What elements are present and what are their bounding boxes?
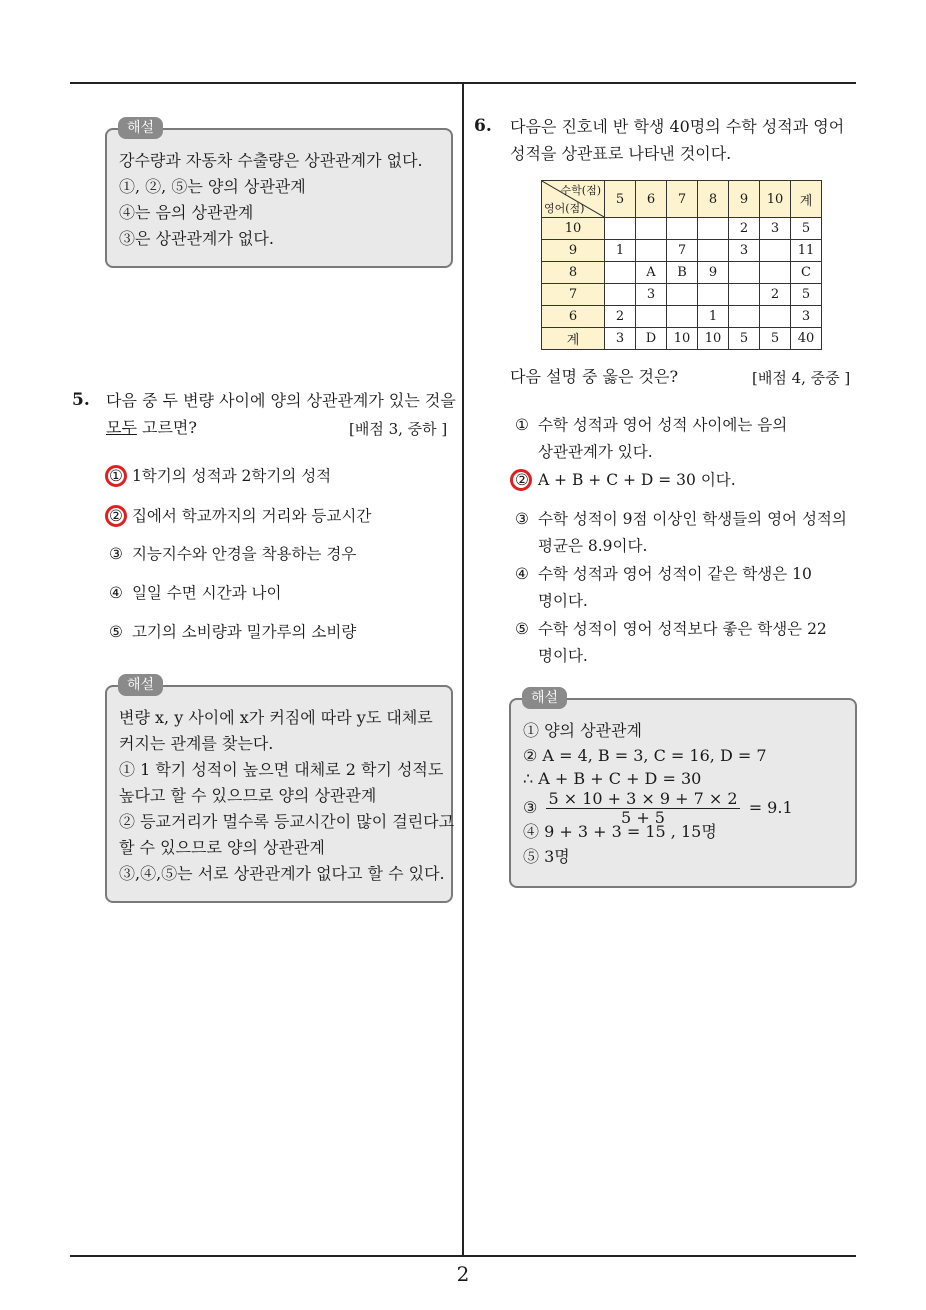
table-cell: 3 <box>636 284 667 306</box>
table-cell: 2 <box>605 306 636 328</box>
corner-bottom-label: 영어(점) <box>544 202 585 215</box>
solution-mark: ③ <box>523 798 538 817</box>
score-label-5: [배점 3, 중하 ] <box>349 420 448 438</box>
table-cell: C <box>791 262 822 284</box>
solution-line: ③은 상관관계가 없다. <box>119 229 274 248</box>
table-cell: 3 <box>605 328 636 350</box>
table-cell <box>636 240 667 262</box>
option-text: 명이다. <box>538 647 588 665</box>
option-text: 고기의 소비량과 밀가루의 소비량 <box>131 623 357 641</box>
option-text: 지능지수와 안경을 착용하는 경우 <box>131 545 357 563</box>
option-4[interactable] <box>105 580 281 607</box>
option-1[interactable] <box>105 463 331 490</box>
solution-line: ④는 음의 상관관계 <box>119 203 254 222</box>
table-cell: 5 <box>729 328 760 350</box>
page-number: 2 <box>456 1262 470 1286</box>
table-cell: 11 <box>791 240 822 262</box>
solution-line: 커지는 관계를 찾는다. <box>119 734 274 753</box>
column-header: 5 <box>605 181 636 218</box>
option-mark: ⑤ <box>515 620 529 638</box>
table-cell <box>605 284 636 306</box>
corner-top-label: 수학(점) <box>560 184 601 197</box>
table-cell: D <box>636 328 667 350</box>
column-header: 8 <box>698 181 729 218</box>
table-cell <box>729 306 760 328</box>
table-cell: 9 <box>698 262 729 284</box>
option-mark: ③ <box>515 510 529 528</box>
column-header: 10 <box>760 181 791 218</box>
solution-line: 강수량과 자동차 수출량은 상관관계가 없다. <box>119 151 423 170</box>
column-header: 9 <box>729 181 760 218</box>
option-1[interactable] <box>511 412 787 466</box>
option-mark: ④ <box>515 565 529 583</box>
fraction-result: = 9.1 <box>748 798 793 817</box>
option-text: 평균은 8.9이다. <box>538 537 648 555</box>
table-cell <box>667 284 698 306</box>
row-header: 계 <box>542 328 605 350</box>
score-label-6: [배점 4, 중중 ] <box>752 369 851 387</box>
solution-line: ④ 9 + 3 + 3 = 15 , 15명 <box>523 822 717 841</box>
solution-line: ② 등교거리가 멀수록 등교시간이 많이 걸린다고 <box>119 812 455 831</box>
table-cell: 1 <box>698 306 729 328</box>
option-text: A + B + C + D = 30 이다. <box>537 471 736 489</box>
solution-tab: 해설 <box>522 687 567 709</box>
question-number-6: 6. <box>474 116 492 136</box>
table-cell <box>760 240 791 262</box>
question-number-5: 5. <box>72 390 90 410</box>
solution-box-q5 <box>105 685 453 903</box>
option-mark: ③ <box>109 545 123 563</box>
option-mark: ⑤ <box>109 623 123 641</box>
solution-line: 높다고 할 수 있으므로 양의 상관관계 <box>119 786 377 805</box>
row-header: 10 <box>542 218 605 240</box>
option-mark: ② <box>109 507 123 525</box>
option-text: 수학 성적이 9점 이상인 학생들의 영어 성적의 <box>537 510 847 528</box>
row-header: 8 <box>542 262 605 284</box>
table-cell <box>605 262 636 284</box>
table-cell <box>760 262 791 284</box>
underlined-word: 모두 <box>106 418 137 437</box>
table-cell: A <box>636 262 667 284</box>
column-header: 7 <box>667 181 698 218</box>
fraction-denominator: 5 + 5 <box>621 808 665 827</box>
table-cell: 40 <box>791 328 822 350</box>
correlation-table <box>541 180 822 350</box>
table-cell <box>667 306 698 328</box>
row-header: 9 <box>542 240 605 262</box>
table-corner-cell <box>542 181 605 218</box>
row-header: 7 <box>542 284 605 306</box>
solution-line: ① 양의 상관관계 <box>523 721 642 740</box>
table-cell <box>760 306 791 328</box>
table-cell: 3 <box>729 240 760 262</box>
table-cell: 2 <box>760 284 791 306</box>
table-cell <box>698 218 729 240</box>
table-cell: 3 <box>791 306 822 328</box>
table-cell: 7 <box>667 240 698 262</box>
column-header: 6 <box>636 181 667 218</box>
table-cell: 10 <box>698 328 729 350</box>
option-3[interactable] <box>511 506 847 560</box>
row-header: 6 <box>542 306 605 328</box>
table-cell <box>667 218 698 240</box>
solution-line: ② A = 4, B = 3, C = 16, D = 7 <box>523 746 767 765</box>
solution-line: 할 수 있으므로 양의 상관관계 <box>119 838 325 857</box>
solution-tab: 해설 <box>118 674 163 696</box>
option-text: 집에서 학교까지의 거리와 등교시간 <box>131 507 372 525</box>
column-header: 계 <box>791 181 822 218</box>
column-divider <box>462 82 464 1257</box>
option-text: 수학 성적과 영어 성적이 같은 학생은 10 <box>537 565 812 583</box>
table-cell <box>698 240 729 262</box>
solution-box-q6 <box>509 698 857 888</box>
question-line: 성적을 상관표로 나타낸 것이다. <box>510 144 732 163</box>
option-5[interactable] <box>511 616 827 670</box>
option-mark: ④ <box>109 584 123 602</box>
table-cell <box>729 262 760 284</box>
question-line: 다음 중 두 변량 사이에 양의 상관관계가 있는 것을 <box>106 391 456 410</box>
question-line: 다음은 진호네 반 학생 40명의 수학 성적과 영어 <box>510 117 845 136</box>
table-cell: 1 <box>605 240 636 262</box>
table-cell <box>698 284 729 306</box>
question-line-rest: 고르면? <box>136 418 197 437</box>
option-text: 일일 수면 시간과 나이 <box>131 584 282 602</box>
option-text: 수학 성적과 영어 성적 사이에는 음의 <box>537 416 788 434</box>
solution-box-q4 <box>105 128 453 268</box>
table-cell: 2 <box>729 218 760 240</box>
table-cell: 10 <box>667 328 698 350</box>
bottom-rule <box>70 1255 856 1257</box>
solution-tab: 해설 <box>118 117 163 139</box>
table-cell: B <box>667 262 698 284</box>
option-2[interactable] <box>511 467 736 494</box>
solution-line: ③,④,⑤는 서로 상관관계가 없다고 할 수 있다. <box>119 864 445 883</box>
table-cell: 5 <box>791 284 822 306</box>
option-text: 1학기의 성적과 2학기의 성적 <box>131 467 332 485</box>
option-4[interactable] <box>511 561 812 615</box>
solution-line: 변량 x, y 사이에 x가 커짐에 따라 y도 대체로 <box>119 708 433 727</box>
table-cell <box>605 218 636 240</box>
table-cell: 3 <box>760 218 791 240</box>
table-cell <box>636 306 667 328</box>
option-text: 상관관계가 있다. <box>538 443 653 461</box>
option-text: 수학 성적이 영어 성적보다 좋은 학생은 22 <box>537 620 827 638</box>
option-text: 명이다. <box>538 592 588 610</box>
solution-line: ⑤ 3명 <box>523 847 570 866</box>
table-cell: 5 <box>760 328 791 350</box>
option-mark: ② <box>515 471 529 489</box>
option-3[interactable] <box>105 541 356 568</box>
table-cell <box>729 284 760 306</box>
question-text-6 <box>510 113 855 167</box>
table-cell: 5 <box>791 218 822 240</box>
option-mark: ① <box>109 467 123 485</box>
solution-line: ①, ②, ⑤는 양의 상관관계 <box>119 177 306 196</box>
fraction-numerator: 5 × 10 + 3 × 9 + 7 × 2 <box>548 789 738 808</box>
option-5[interactable] <box>105 619 356 646</box>
solution-line: ① 1 학기 성적이 높으면 대체로 2 학기 성적도 <box>119 760 444 779</box>
question-prompt-6: 다음 설명 중 옳은 것은? <box>510 367 679 386</box>
option-2[interactable] <box>105 503 371 530</box>
option-mark: ① <box>515 416 529 434</box>
solution-line: ∴ A + B + C + D = 30 <box>523 769 702 788</box>
table-cell <box>636 218 667 240</box>
